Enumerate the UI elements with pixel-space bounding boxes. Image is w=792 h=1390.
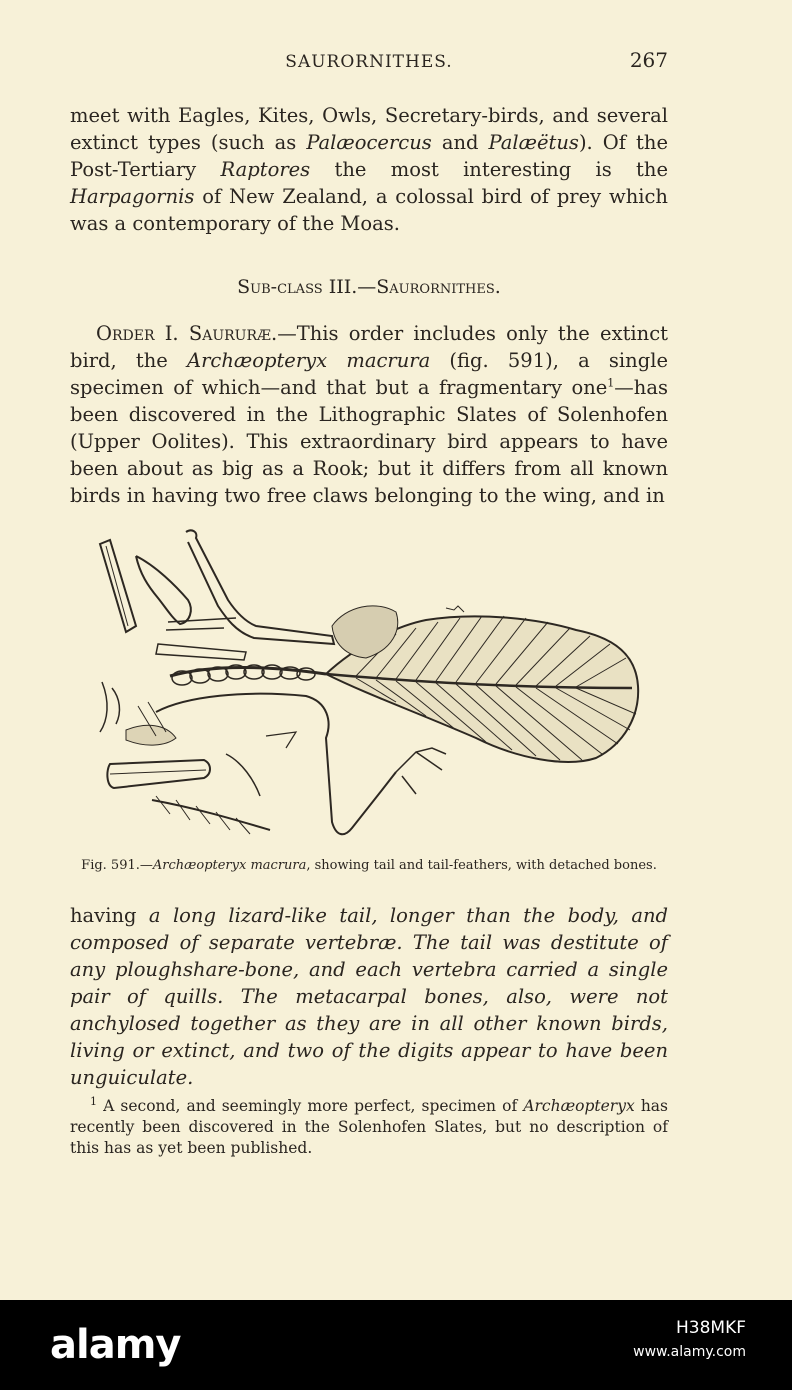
detached-feather bbox=[152, 800, 270, 830]
stock-url[interactable]: www.alamy.com bbox=[633, 1344, 746, 1360]
foot-claw bbox=[396, 748, 446, 794]
caption-text: , showing tail and tail-feathers, with detached bones. bbox=[306, 858, 657, 873]
leg-bone bbox=[156, 694, 396, 835]
genus-name: Palæocercus bbox=[306, 131, 432, 154]
detached-bone bbox=[107, 760, 210, 788]
running-title: SAURORNITHES. bbox=[285, 52, 453, 72]
text-run: (fig. 591), a single specimen of which—and that but a fragmentary one bbox=[70, 349, 668, 399]
running-head bbox=[70, 48, 668, 76]
text-run: has recently been discovered in the Solenhofen Slates, but no description of this has as yet been published. bbox=[70, 1097, 669, 1157]
caption-species: Archæopteryx macrura bbox=[152, 858, 307, 873]
genus-name: Palæëtus bbox=[488, 131, 579, 154]
text-run: ). Of the Post-Tertiary bbox=[70, 131, 668, 181]
stock-banner bbox=[0, 1300, 792, 1390]
species-name: Archæopteryx macrura bbox=[187, 349, 431, 372]
text-run: meet with Eagles, Kites, Owls, Secretary-birds, and several extinct types (such as bbox=[70, 104, 668, 154]
text-lead: having bbox=[70, 904, 137, 927]
subclass-heading bbox=[70, 276, 668, 298]
paragraph-raptores bbox=[70, 102, 668, 237]
footnote-mark: 1 bbox=[90, 1094, 97, 1108]
humerus-bone bbox=[186, 530, 334, 644]
detached-bone bbox=[100, 540, 136, 632]
subclass-prefix: Sub-class bbox=[237, 276, 323, 298]
text-run: the most interesting is the bbox=[310, 158, 668, 181]
text-run: and bbox=[431, 131, 489, 154]
text-run: A second, and seemingly more perfect, specimen of bbox=[97, 1097, 524, 1115]
footnote-ref[interactable]: 1 bbox=[607, 376, 615, 390]
order-label: Order I. Saururæ. bbox=[96, 322, 278, 345]
image-id: H38MKF bbox=[675, 1318, 746, 1338]
detached-bone bbox=[136, 556, 191, 624]
genus-name: Harpagornis bbox=[70, 185, 195, 208]
text-run: a long lizard-like tail, longer than the body, and composed of separate vertebræ. The tail was destitute of any ploughshare-bone, and each vertebra carried a single pair of quills. The metacarpal bones, also, were not anchylosed together as they are in all other known birds, living or extinct, and two of the digits appear to have been unguiculate. bbox=[70, 904, 668, 1089]
text-run: —has been discovered in the Lithographic Slates of Solenhofen (Upper Oolites). This extraordinary bird appears to have been about as big as a Rook; but it differs from all known birds in having two free claws belonging to the wing, and in bbox=[70, 376, 668, 507]
subclass-name: —Saurornithes. bbox=[357, 276, 501, 298]
text-run: of New Zealand, a colossal bird of prey which was a contemporary of the Moas. bbox=[70, 185, 668, 235]
fossil-illustration bbox=[96, 526, 646, 852]
paragraph-saururae bbox=[70, 320, 668, 509]
page-number: 267 bbox=[629, 48, 668, 72]
caption-label: Fig. 591.— bbox=[81, 858, 153, 873]
genus-name: Archæopteryx bbox=[523, 1097, 635, 1115]
subclass-numeral: III. bbox=[328, 276, 358, 298]
group-name: Raptores bbox=[220, 158, 311, 181]
stock-logo[interactable]: alamy bbox=[50, 1322, 181, 1368]
footnote bbox=[70, 1096, 668, 1159]
stock-info bbox=[633, 1316, 746, 1364]
figure-caption bbox=[70, 858, 668, 873]
paragraph-tail-description bbox=[70, 902, 668, 1091]
text-run: —This order includes only the extinct bird, the bbox=[70, 322, 668, 372]
